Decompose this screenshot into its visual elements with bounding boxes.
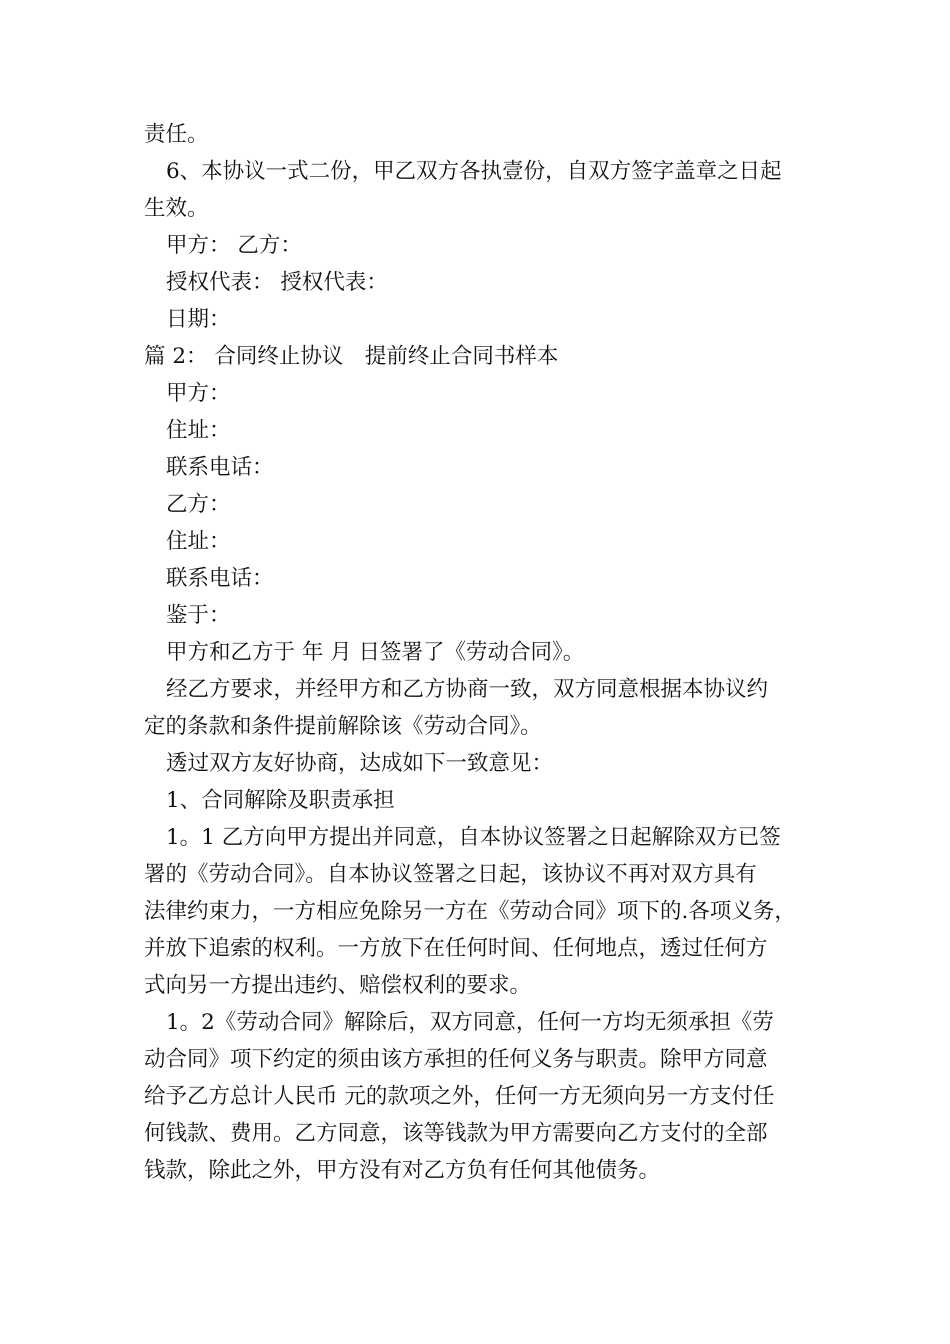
document-line: 生效。 <box>144 196 209 221</box>
document-line: 并放下追索的权利。一方放下在任何时间、任何地点，透过任何方 <box>144 936 768 961</box>
document-line: 给予乙方总计人民币 元的款项之外，任何一方无须向另一方支付任 <box>144 1084 775 1109</box>
document-line: 何钱款、费用。乙方同意，该等钱款为甲方需要向乙方支付的全部 <box>144 1121 768 1146</box>
document-line: 甲方和乙方于 年 月 日签署了《劳动合同》。 <box>166 640 585 665</box>
document-line: 乙方： <box>166 492 231 517</box>
document-line: 住址： <box>166 529 231 554</box>
document-line: 日期： <box>166 307 231 332</box>
document-line: 法律约束力，一方相应免除另一方在《劳动合同》项下的.各项义务， <box>144 899 796 924</box>
document-line: 篇 2： 合同终止协议 提前终止合同书样本 <box>144 344 559 369</box>
document-line: 钱款，除此之外，甲方没有对乙方负有任何其他债务。 <box>144 1158 661 1183</box>
document-line: 定的条款和条件提前解除该《劳动合同》。 <box>144 714 542 739</box>
document-line: 署的《劳动合同》。自本协议签署之日起，该协议不再对双方具有 <box>144 862 757 887</box>
document-line: 授权代表： 授权代表： <box>166 270 388 295</box>
document-line: 甲方： 乙方： <box>166 233 302 258</box>
document-line: 鉴于： <box>166 603 231 628</box>
document-line: 联系电话： <box>166 566 274 591</box>
document-line: 责任。 <box>144 122 209 147</box>
document-line: 1。1 乙方向甲方提出并同意，自本协议签署之日起解除双方已签 <box>166 825 781 850</box>
document-line: 动合同》项下约定的须由该方承担的任何义务与职责。除甲方同意 <box>144 1047 768 1072</box>
document-line: 经乙方要求，并经甲方和乙方协商一致，双方同意根据本协议约 <box>166 677 769 702</box>
document-line: 住址： <box>166 418 231 443</box>
document-body <box>144 116 816 1189</box>
document-line: 甲方： <box>166 381 231 406</box>
document-line: 透过双方友好协商，达成如下一致意见： <box>166 751 554 776</box>
document-line: 1、合同解除及职责承担 <box>166 788 395 813</box>
document-line: 1。2《劳动合同》解除后，双方同意，任何一方均无须承担《劳 <box>166 1010 774 1035</box>
document-line: 联系电话： <box>166 455 274 480</box>
document-line: 6、本协议一式二份，甲乙双方各执壹份，自双方签字盖章之日起 <box>166 159 782 184</box>
document-line: 式向另一方提出违约、赔偿权利的要求。 <box>144 973 532 998</box>
